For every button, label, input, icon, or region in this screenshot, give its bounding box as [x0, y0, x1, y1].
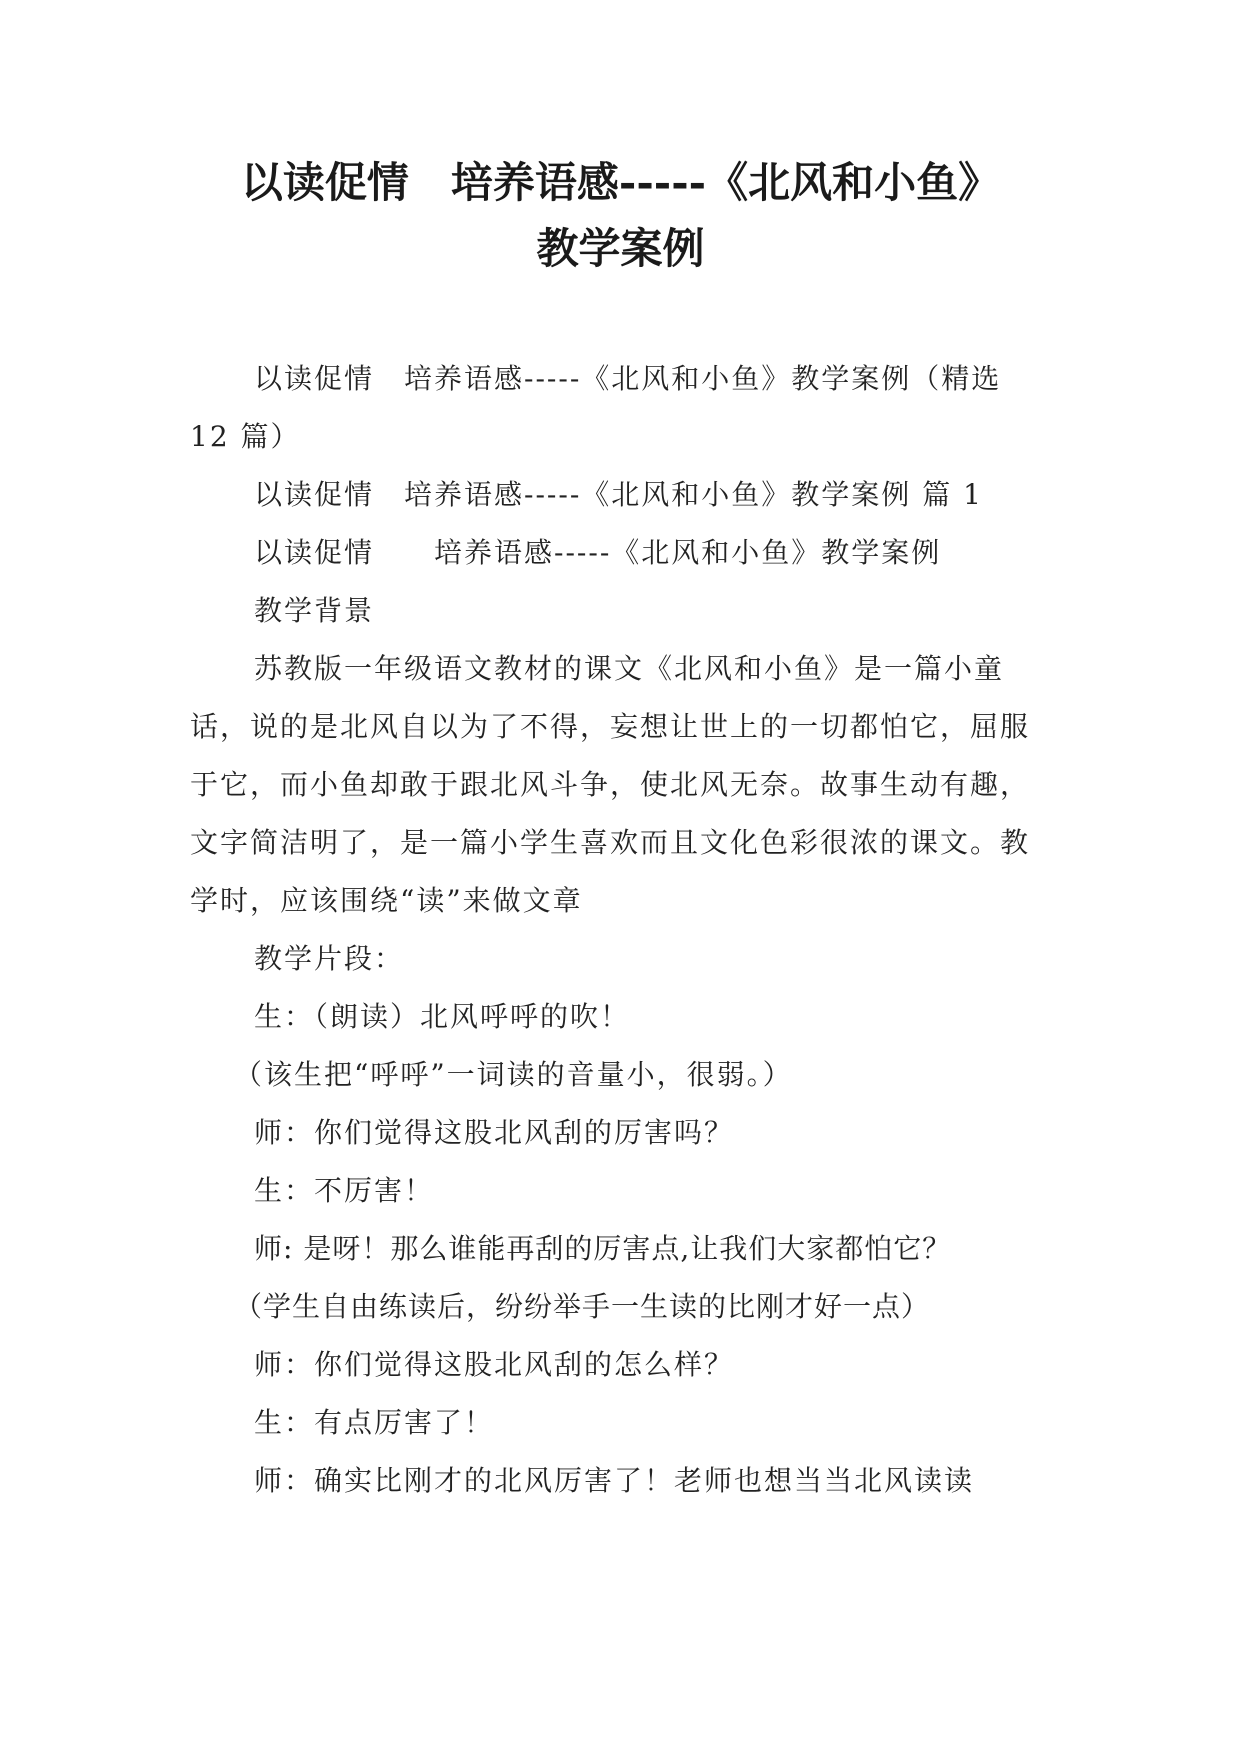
paragraph-section-background: 教学背景 [254, 594, 375, 627]
paragraph-background-text: 苏教版一年级语文教材的课文《北风和小鱼》是一篇小童话，说的是北风自以为了不得，妄想让世上的一切都怕它，屈服于它，而小鱼却敢于跟北风斗争，使北风无奈。故事生动有趣，文字简洁明了，是一篇小学生喜欢而且文化色彩很浓的课文。教学时，应该围绕“读”来做文章 [190, 652, 1031, 917]
paragraph-dialogue-line: 生：不厉害！ [254, 1174, 435, 1207]
paragraph-stage-note: （该生把“呼呼”一词读的音量小，很弱。） [234, 1058, 793, 1091]
paragraph-dialogue-line: 师：确实比刚才的北风厉害了！老师也想当当北风读读 [254, 1464, 975, 1497]
paragraph-collection-title: 以读促情 培养语感-----《北风和小鱼》教学案例（精选 12 篇） [190, 362, 1002, 453]
paragraph-dialogue-line: 师：你们觉得这股北风刮的怎么样？ [254, 1348, 735, 1381]
paragraph-dialogue-line: 师：你们觉得这股北风刮的厉害吗？ [254, 1116, 735, 1149]
document-body [190, 350, 1051, 1510]
paragraph-stage-note: （学生自由练读后，纷纷举手一生读的比刚才好一点） [234, 1290, 931, 1323]
paragraph-article-heading: 以读促情 培养语感-----《北风和小鱼》教学案例 篇 1 [254, 478, 983, 511]
document-title: 以读促情 培养语感-----《北风和小鱼》 [240, 158, 1001, 207]
paragraph-section-fragment: 教学片段： [254, 942, 405, 975]
document-title-continued: 教学案例 [536, 224, 705, 273]
paragraph-case-title: 以读促情 培养语感-----《北风和小鱼》教学案例 [254, 536, 942, 569]
paragraph-dialogue-line: 师: 是呀！那么谁能再刮的厉害点,让我们大家都怕它？ [254, 1232, 952, 1265]
paragraph-dialogue-line: 生：（朗读）北风呼呼的吹！ [254, 1000, 631, 1033]
paragraph-dialogue-line: 生：有点厉害了！ [254, 1406, 495, 1439]
